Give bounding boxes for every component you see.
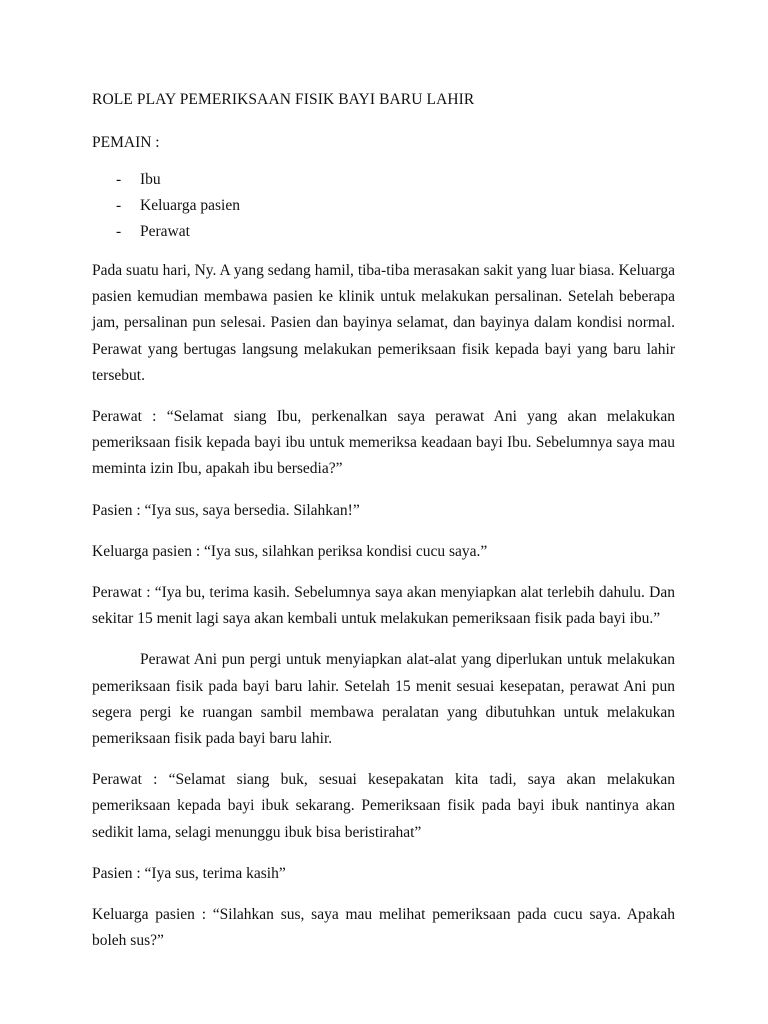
list-item — [92, 193, 675, 219]
dialogue-paragraph: Perawat : “Iya bu, terima kasih. Sebelumnya saya akan menyiapkan alat terlebih dahulu. Dan sekitar 15 menit lagi saya akan kembali untuk melakukan pemeriksaan fisik pada bayi ibu.” — [92, 584, 675, 628]
player-name: Ibu — [140, 171, 161, 188]
dialogue-paragraph: Perawat : “Selamat siang buk, sesuai kesepakatan kita tadi, saya akan melakukan pemeriksaan kepada bayi ibuk sekarang. Pemeriksaan fisik pada bayi ibuk nantinya akan sedikit lama, selagi menunggu ibuk bisa beristirahat” — [92, 771, 675, 841]
list-item — [92, 219, 675, 245]
narrative-paragraph: Perawat Ani pun pergi untuk menyiapkan alat-alat yang diperlukan untuk melakukan pemeriksaan fisik pada bayi baru lahir. Setelah 15 menit sesuai kesepatan, perawat Ani pun segera pergi ke ruangan sambil membawa peralatan yang dibutuhkan untuk melakukan pemeriksaan fisik pada bayi baru lahir. — [92, 651, 675, 748]
list-dash: - — [116, 223, 122, 240]
dialogue-paragraph: Keluarga pasien : “Iya sus, silahkan periksa kondisi cucu saya.” — [92, 542, 488, 560]
dialogue-paragraph: Perawat : “Selamat siang Ibu, perkenalkan saya perawat Ani yang akan melakukan pemeriksaan fisik kepada bayi ibu untuk memeriksa keadaan bayi Ibu. Sebelumnya saya mau meminta izin Ibu, apakah ibu bersedia?” — [92, 408, 675, 478]
page-title: ROLE PLAY PEMERIKSAAN FISIK BAYI BARU LAHIR — [92, 91, 475, 108]
players-heading: PEMAIN : — [92, 134, 160, 151]
dialogue-paragraph: Pasien : “Iya sus, terima kasih” — [92, 864, 286, 882]
list-dash: - — [116, 197, 122, 214]
narrative-paragraph: Pada suatu hari, Ny. A yang sedang hamil, tiba-tiba merasakan sakit yang luar biasa. Keluarga pasien kemudian membawa pasien ke klinik untuk melakukan persalinan. Setelah beberapa jam, persalinan pun selesai. Pasien dan bayinya selamat, dan bayinya dalam kondisi normal. Perawat yang bertugas langsung melakukan pemeriksaan fisik kepada bayi yang baru lahir tersebut. — [92, 262, 675, 384]
player-name: Perawat — [140, 223, 190, 240]
dialogue-paragraph: Pasien : “Iya sus, saya bersedia. Silahkan!” — [92, 501, 360, 519]
players-list — [92, 167, 675, 245]
dialogue-paragraph: Keluarga pasien : “Silahkan sus, saya mau melihat pemeriksaan pada cucu saya. Apakah boleh sus?” — [92, 906, 675, 950]
list-item — [92, 167, 675, 193]
player-name: Keluarga pasien — [140, 197, 240, 214]
list-dash: - — [116, 171, 122, 188]
